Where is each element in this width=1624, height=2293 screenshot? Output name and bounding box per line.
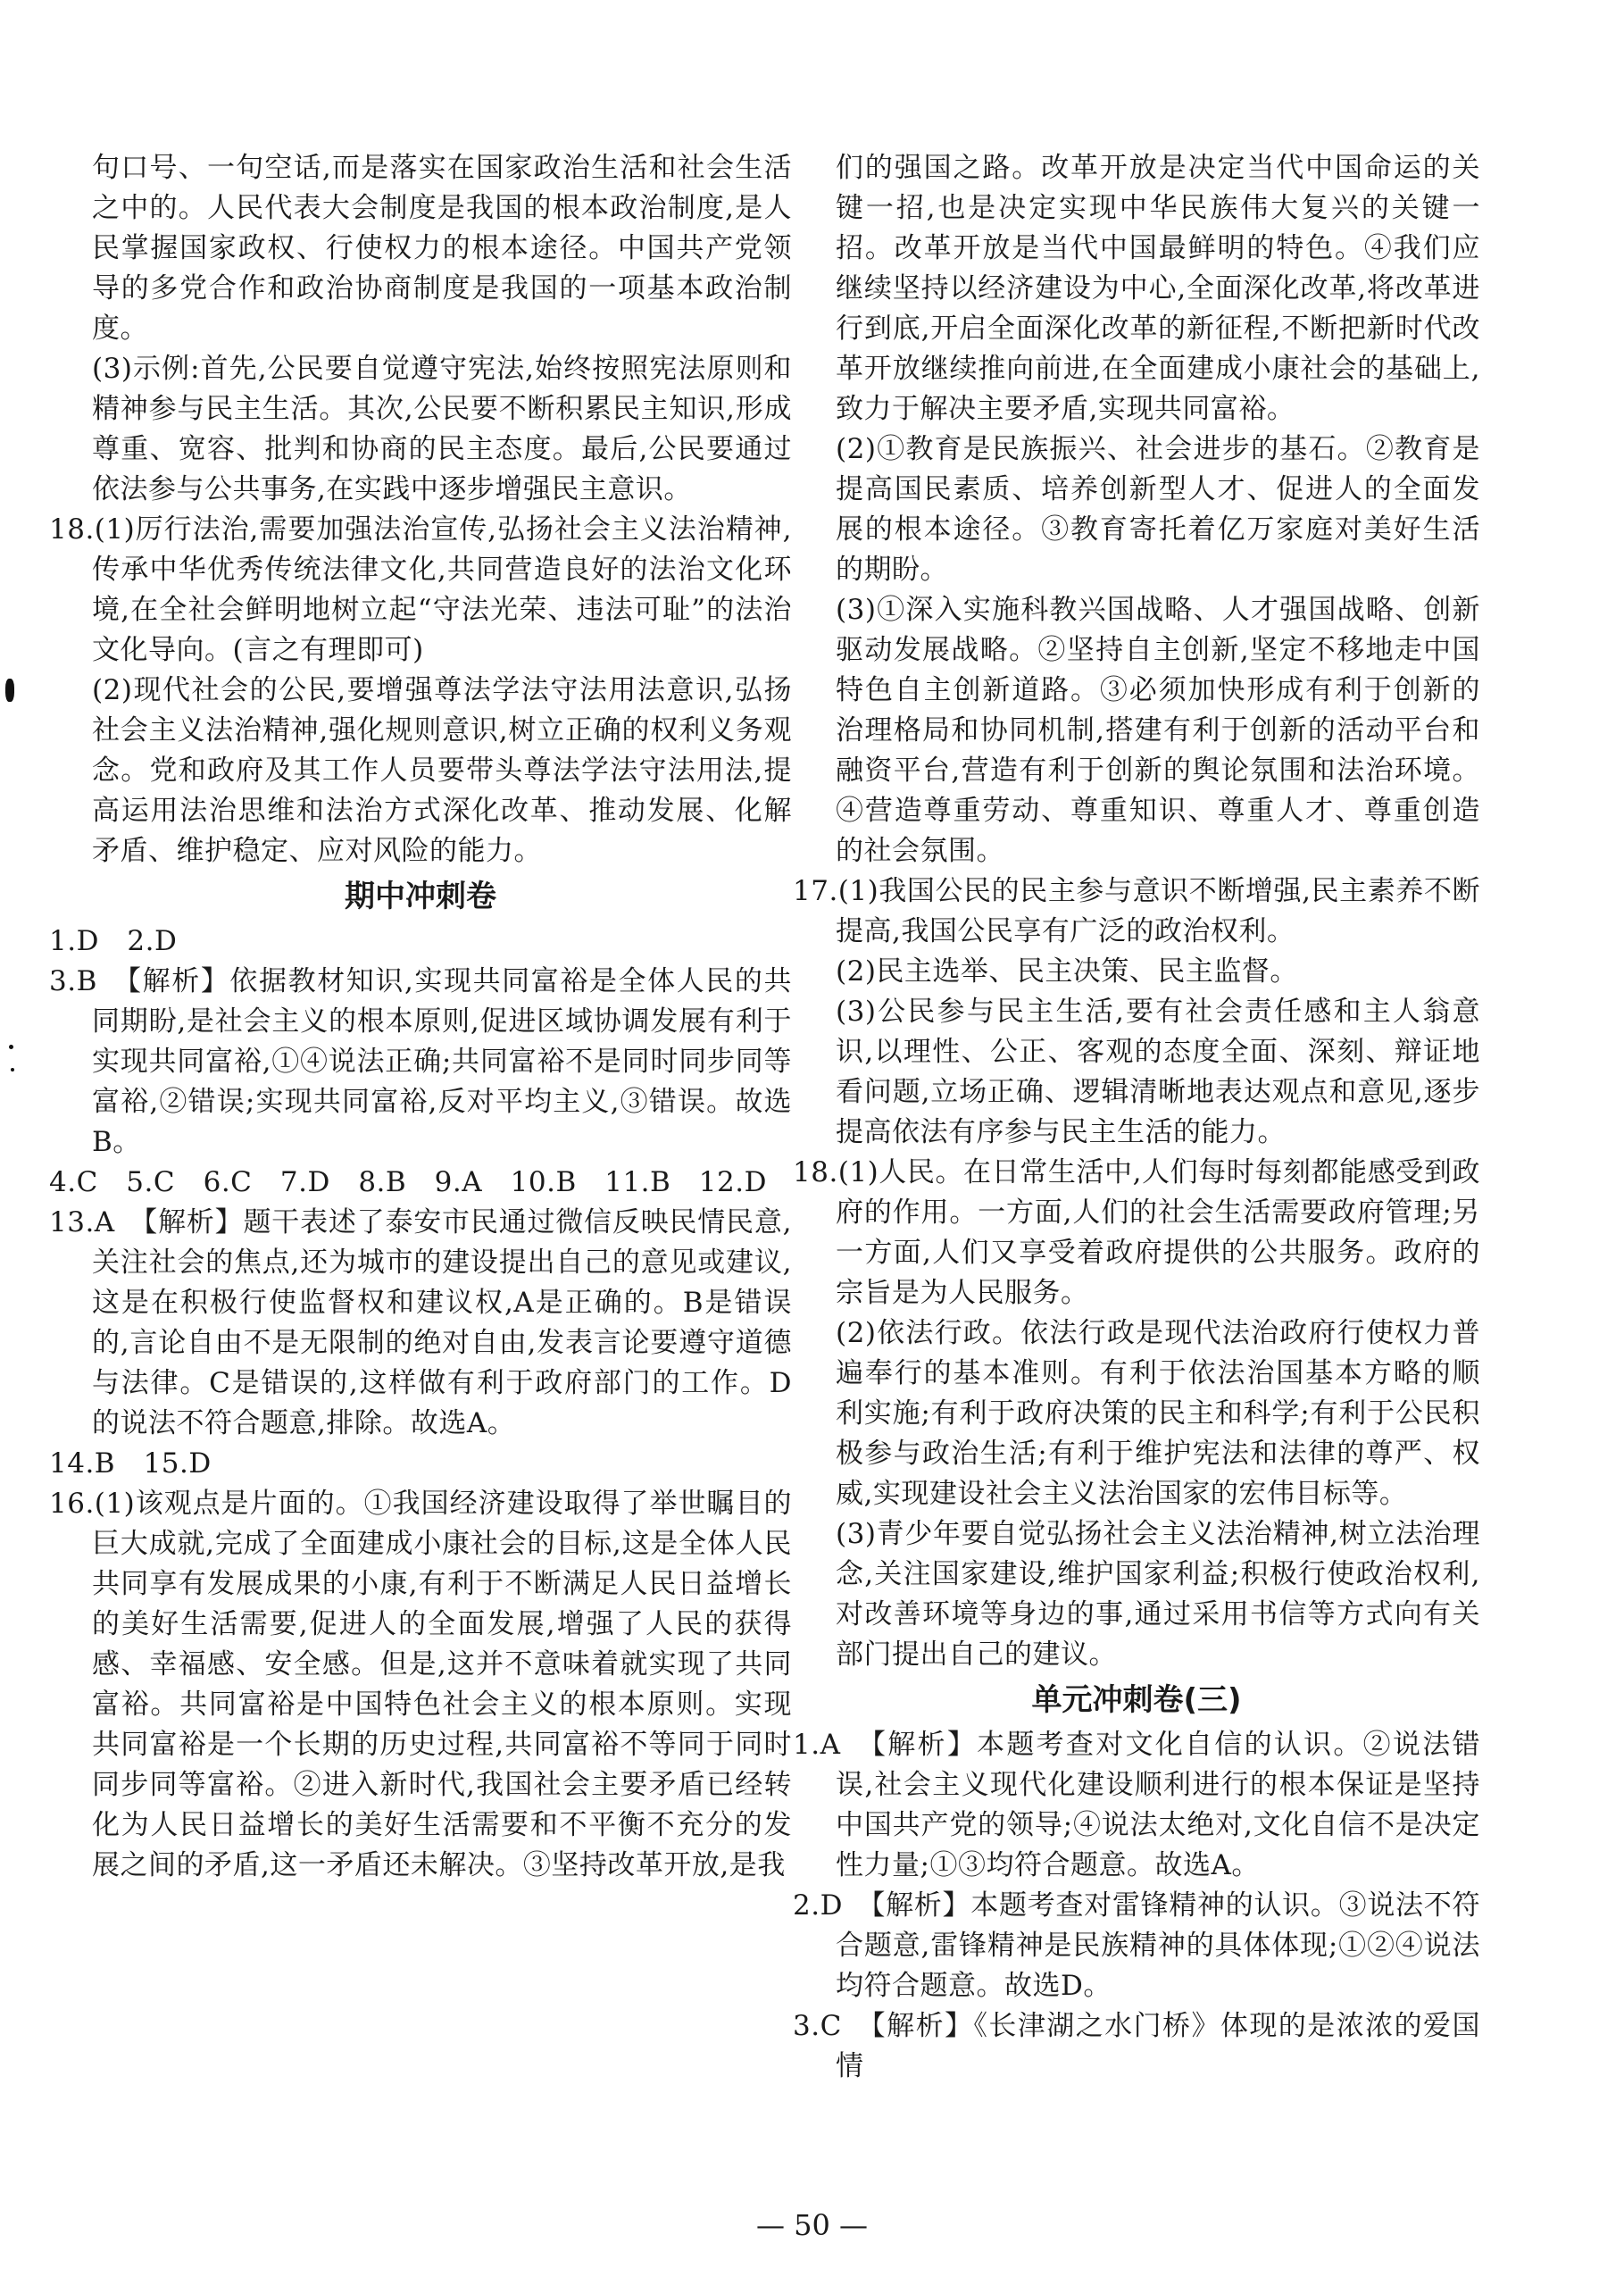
paragraph: 13.A 【解析】题干表述了泰安市民通过微信反映民情民意,关注社会的焦点,还为城市的建设提出自己的意见或建议,这是在积极行使监督权和建议权,A是正确的。B是错误的,言论自由不是无限制的绝对自由,发表言论要遵守道德与法律。C是错误的,这样做有利于政府部门的工作。D的说法不符合题意,排除。故选A。 (49, 1206, 792, 1439)
paragraph: 17.(1)我国公民的民主参与意识不断增强,民主素养不断提高,我国公民享有广泛的政治权利。 (793, 875, 1480, 947)
paragraph: (3)①深入实施科教兴国战略、人才强国战略、创新驱动发展战略。②坚持自主创新,坚定不移地走中国特色自主创新道路。③必须加快形成有利于创新的治理格局和协同机制,搭建有利于创新的活动平台和融资平台,营造有利于创新的舆论氛围和法治环境。④营造尊重劳动、尊重知识、尊重人才、尊重创造的社会氛围。 (836, 594, 1480, 867)
paragraph: 14.B 15.D (49, 1447, 212, 1480)
right-column (793, 148, 1480, 2087)
scan-speck (11, 1068, 14, 1071)
paragraph: (2)依法行政。依法行政是现代法治政府行使权力普遍奉行的基本准则。有利于依法治国基本方略的顺利实施;有利于政府决策的民主和科学;有利于公民积极参与政治生活;有利于维护宪法和法律的尊严、权威,实现建设社会主义法治国家的宏伟目标等。 (836, 1317, 1480, 1510)
paragraph: (3)示例:首先,公民要自觉遵守宪法,始终按照宪法原则和精神参与民主生活。其次,公民要不断积累民主知识,形成尊重、宽容、批判和协商的民主态度。最后,公民要通过依法参与公共事务,在实践中逐步增强民主意识。 (92, 353, 792, 505)
paragraph: (2)现代社会的公民,要增强尊法学法守法用法意识,弘扬社会主义法治精神,强化规则意识,树立正确的权利义务观念。党和政府及其工作人员要带头尊法学法守法用法,提高运用法治思维和法治方式深化改革、推动发展、化解矛盾、维护稳定、应对风险的能力。 (92, 674, 792, 867)
paragraph: (2)①教育是民族振兴、社会进步的基石。②教育是提高国民素质、培养创新型人才、促进人的全面发展的根本途径。③教育寄托着亿万家庭对美好生活的期盼。 (836, 433, 1480, 586)
paragraph: 们的强国之路。改革开放是决定当代中国命运的关键一招,也是决定实现中华民族伟大复兴的关键一招。改革开放是当代中国最鲜明的特色。④我们应继续坚持以经济建设为中心,全面深化改革,将改革进行到底,开启全面深化改革的新征程,不断把新时代改革开放继续推向前进,在全面建成小康社会的基础上,致力于解决主要矛盾,实现共同富裕。 (836, 152, 1480, 425)
paragraph: (3)青少年要自觉弘扬社会主义法治精神,树立法治理念,关注国家建设,维护国家利益;积极行使政治权利,对改善环境等身边的事,通过采用书信等方式向有关部门提出自己的建议。 (836, 1518, 1480, 1671)
paragraph: 18.(1)厉行法治,需要加强法治宣传,弘扬社会主义法治精神,传承中华优秀传统法律文化,共同营造良好的法治文化环境,在全社会鲜明地树立起“守法光荣、违法可耻”的法治文化导向。(言之有理即可) (49, 513, 792, 666)
paragraph: 3.B 【解析】依据教材知识,实现共同富裕是全体人民的共同期盼,是社会主义的根本原则,促进区域协调发展有利于实现共同富裕,①④说法正确;共同富裕不是同时同步同等富裕,②错误;实现共同富裕,反对平均主义,③错误。故选B。 (49, 965, 792, 1158)
paragraph: 句口号、一句空话,而是落实在国家政治生活和社会生活之中的。人民代表大会制度是我国的根本政治制度,是人民掌握国家政权、行使权力的根本途径。中国共产党领导的多党合作和政治协商制度是我国的一项基本政治制度。 (92, 152, 792, 345)
paragraph: 2.D 【解析】本题考查对雷锋精神的认识。③说法不符合题意,雷锋精神是民族精神的具体体现;①②④说法均符合题意。故选D。 (793, 1889, 1480, 2002)
scan-speck (9, 1045, 13, 1049)
paragraph: 1.A 【解析】本题考查对文化自信的认识。②说法错误,社会主义现代化建设顺利进行的根本保证是坚持中国共产党的领导;④说法太绝对,文化自信不是决定性力量;①③均符合题意。故选A。 (793, 1729, 1480, 1881)
section-heading: 期中冲刺卷 (345, 879, 496, 914)
paragraph: 3.C 【解析】《长津湖之水门桥》体现的是浓浓的爱国情 (793, 2010, 1480, 2082)
left-column (49, 148, 792, 1886)
paragraph: 4.C 5.C 6.C 7.D 8.B 9.A 10.B 11.B 12.D (49, 1166, 767, 1198)
page-number: — 50 — (755, 2208, 869, 2242)
paragraph: 18.(1)人民。在日常生活中,人们每时每刻都能感受到政府的作用。一方面,人们的社会生活需要政府管理;另一方面,人们又享受着政府提供的公共服务。政府的宗旨是为人民服务。 (793, 1156, 1480, 1309)
scan-speck (5, 679, 14, 702)
paragraph: 1.D 2.D (49, 925, 178, 957)
section-heading: 单元冲刺卷(三) (1031, 1682, 1242, 1718)
paragraph: 16.(1)该观点是片面的。①我国经济建设取得了举世瞩目的巨大成就,完成了全面建成小康社会的目标,这是全体人民共同享有发展成果的小康,有利于不断满足人民日益增长的美好生活需要,促进人的全面发展,增强了人民的获得感、幸福感、安全感。但是,这并不意味着就实现了共同富裕。共同富裕是中国特色社会主义的根本原则。实现共同富裕是一个长期的历史过程,共同富裕不等同于同时同步同等富裕。②进入新时代,我国社会主要矛盾已经转化为人民日益增长的美好生活需要和不平衡不充分的发展之间的矛盾,这一矛盾还未解决。③坚持改革开放,是我 (49, 1488, 792, 1881)
paragraph: (3)公民参与民主生活,要有社会责任感和主人翁意识,以理性、公正、客观的态度全面、深刻、辩证地看问题,立场正确、逻辑清晰地表达观点和意见,逐步提高依法有序参与民主生活的能力。 (836, 996, 1480, 1148)
paragraph: (2)民主选举、民主决策、民主监督。 (836, 955, 1298, 988)
